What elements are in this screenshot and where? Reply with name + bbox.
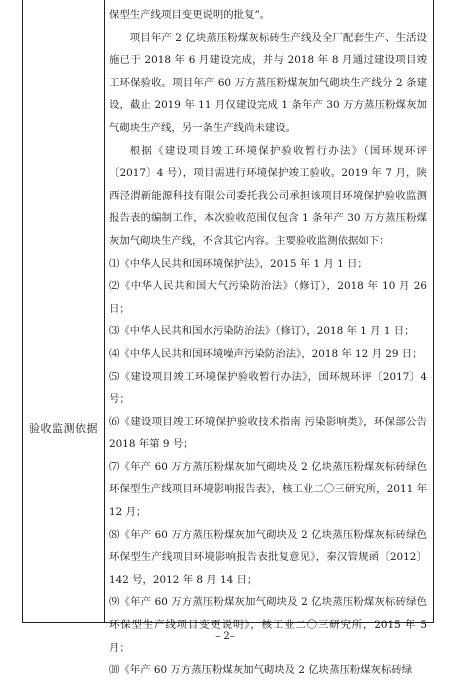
page-number: – 2– [215,631,235,642]
basis-item: ⑴《中华人民共和国环境保护法》，2015 年 1 月 1 日； [109,257,368,270]
row-label: 验收监测依据 [29,422,98,435]
basis-table [22,0,434,677]
basis-item: ⑻《年产 60 万方蒸压粉煤灰加气砌块及 2 亿块蒸压粉煤灰标砖绿色环保型生产线项目环境影响报告表批复意见》，秦汉管规函〔2012〕142 号，2012 年 8 月 14 日； [109,528,427,586]
basis-item: ⑸《建设项目竣工环境保护验收暂行办法》，国环规环评〔2017〕4 号； [109,370,427,406]
basis-item: ⑶《中华人民共和国水污染防治法》（修订），2018 年 1 月 1 日； [109,325,415,338]
basis-item: ⑷《中华人民共和国环境噪声污染防治法》，2018 年 12 月 29 日； [109,347,423,360]
basis-item: ⑺《年产 60 万方蒸压粉煤灰加气砌块及 2 亿块蒸压粉煤灰标砖绿色环保型生产线项目环境影响报告表》，核工业二〇三研究所，2011 年 12 月； [109,460,427,519]
basis-item: ⑵《中华人民共和国大气污染防治法》（修订），2018 年 10 月 26 日； [109,280,427,315]
paragraph-continuation: 保型生产线项目变更说明的批复”。 [109,9,271,21]
basis-item: ⑽《年产 60 万方蒸压粉煤灰加气砌块及 2 亿块蒸压粉煤灰标砖绿 [109,664,413,677]
basis-item: ⑹《建设项目竣工环境保护验收技术指南 污染影响类》，环保部公告 2018 年第 9 号； [109,415,427,451]
paragraph-construction-status: 项目年产 2 亿块蒸压粉煤灰标砖生产线及全厂配套生产、生活设施已于 2018 年 6 月建设完成，并与 2018 年 8 月通过建设项目竣工环保验收。项目年产 60 万方蒸压粉煤灰加气砌块生产线分 2 条建设，截止 2019 年 11 月仅建设完成 1 条年产 30 万方蒸压粉煤灰加气砌块生产线，另一条生产线尚未建设。 [109,31,427,134]
basis-item: ⑼《年产 60 万方蒸压粉煤灰加气砌块及 2 亿块蒸压粉煤灰标砖绿色环保型生产线项目变更说明》，核工业二〇三研究所，2015 年 5 月； [109,596,427,654]
paragraph-acceptance-basis-intro: 根据《建设项目竣工环境保护验收暂行办法》（国环规环评〔2017〕4 号），项目需进行环境保护竣工验收。2019 年 7 月，陕西泾渭新能源科技有限公司委托我公司承担该项目环境保护验收监测报告表的编制工作，本次验收范围仅包含 1 条年产 30 万方蒸压粉煤灰加气砌块生产线，不含其它内容。主要验收监测依据如下： [109,144,427,247]
column-divider [104,0,105,622]
basis-content [109,4,427,682]
